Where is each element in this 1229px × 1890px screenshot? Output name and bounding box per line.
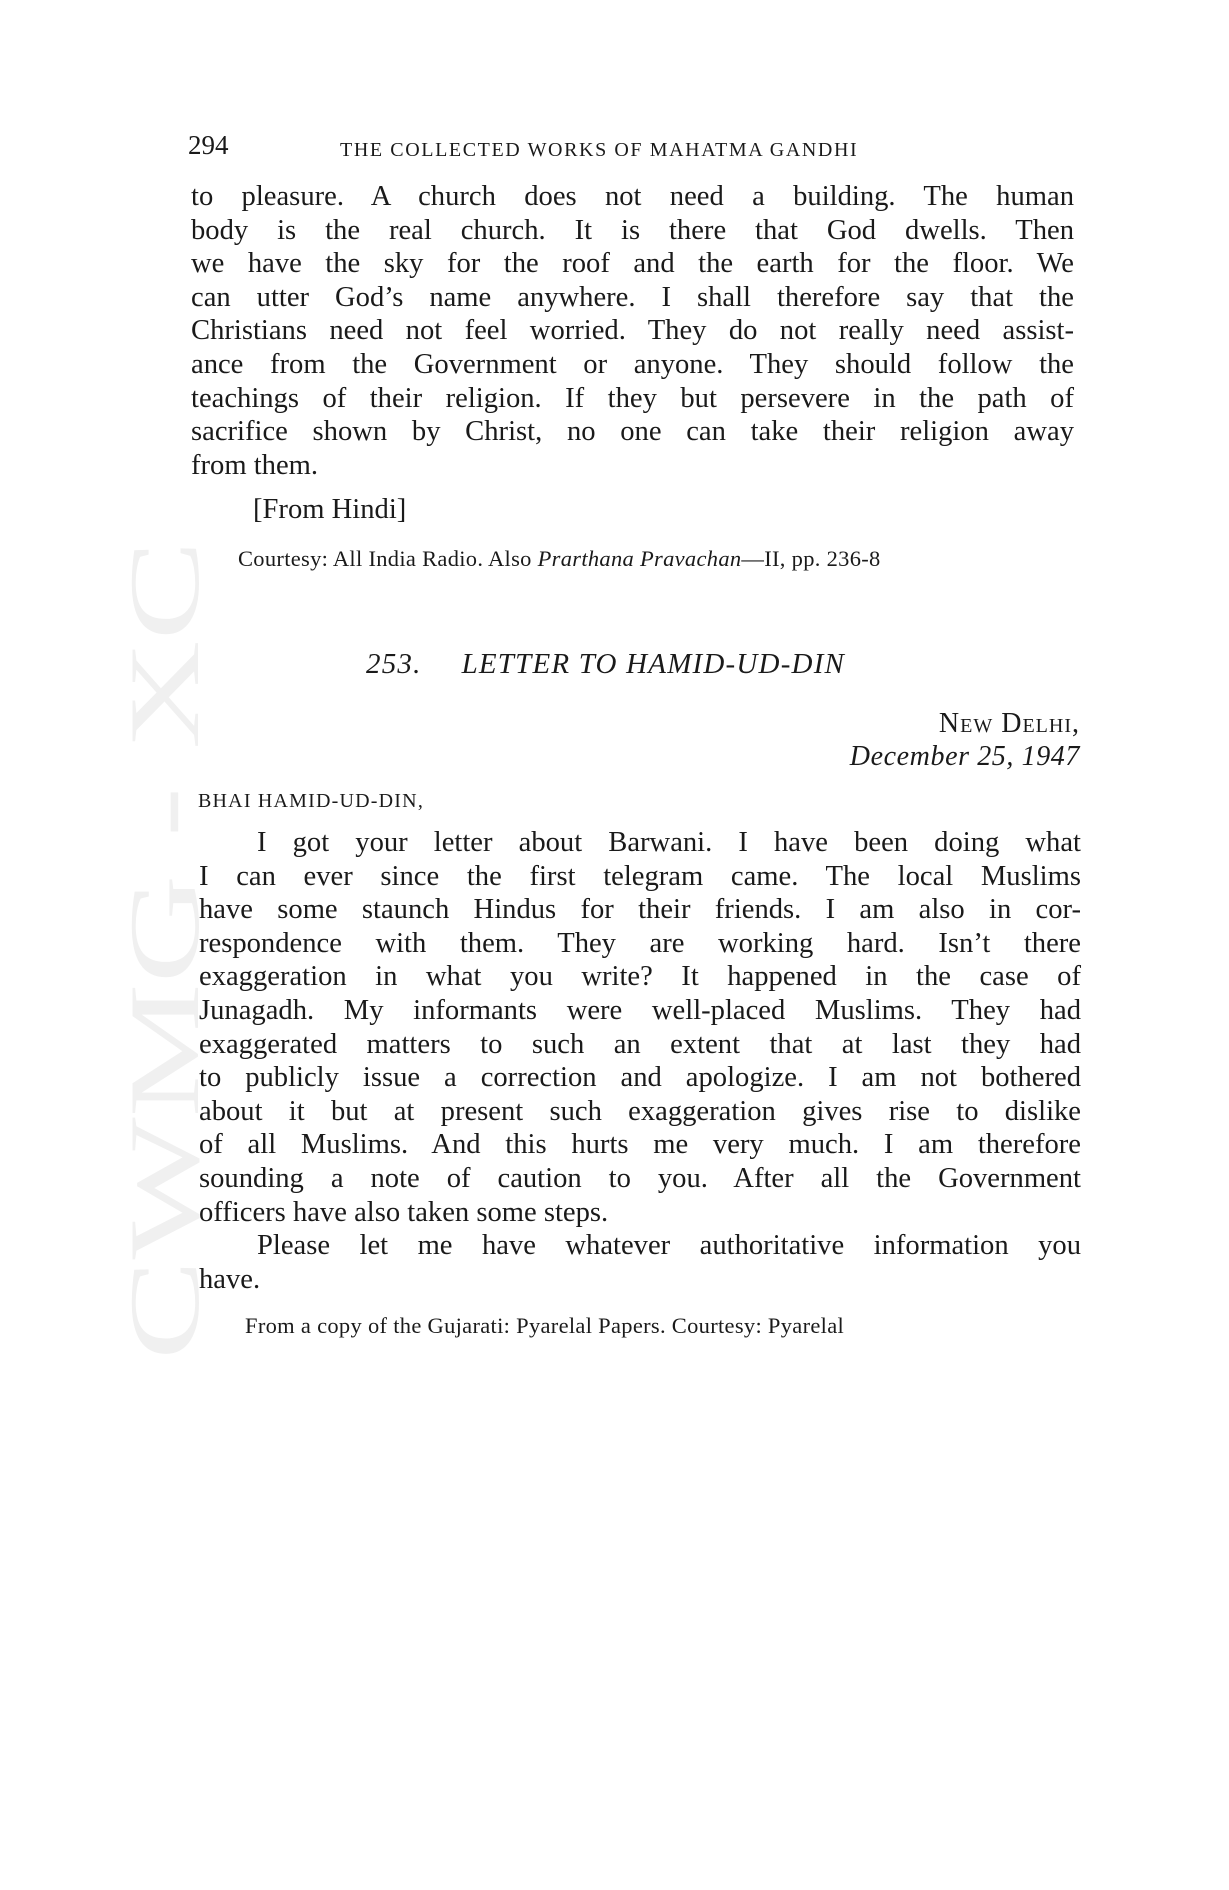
courtesy-prefix: Courtesy: All India Radio. Also bbox=[238, 546, 538, 571]
source-note: From a copy of the Gujarati: Pyarelal Papers. Courtesy: Pyarelal bbox=[245, 1313, 845, 1338]
text-line: exaggeration in what you write? It happened in the case of bbox=[199, 961, 1081, 993]
previous-item-text bbox=[191, 180, 1074, 482]
courtesy-italic-title: Prarthana Pravachan bbox=[537, 546, 742, 571]
text-line: sounding a note of caution to you. After all the Government bbox=[199, 1162, 1081, 1194]
text-line: to publicly issue a correction and apologize. I am not bothered bbox=[199, 1062, 1081, 1094]
letter-body bbox=[199, 826, 1081, 1296]
text-line: body is the real church. It is there that God dwells. Then bbox=[191, 214, 1074, 246]
text-line: Please let me have whatever authoritative information you bbox=[257, 1230, 1081, 1262]
text-line: ance from the Government or anyone. They should follow the bbox=[191, 348, 1074, 380]
text-line: to pleasure. A church does not need a building. The human bbox=[191, 181, 1074, 212]
letter-date: December 25, 1947 bbox=[849, 741, 1080, 772]
text-line: from them. bbox=[191, 449, 319, 481]
courtesy-note bbox=[238, 546, 881, 572]
text-line: respondence with them. They are working hard. Isn’t there bbox=[199, 927, 1081, 959]
letter-place: New Delhi, bbox=[938, 708, 1080, 739]
letter-salutation: BHAI HAMID-UD-DIN, bbox=[198, 790, 425, 812]
text-line: I got your letter about Barwani. I have been doing what bbox=[257, 827, 1081, 858]
text-line: teachings of their religion. If they but persevere in the path of bbox=[191, 382, 1074, 414]
text-line: I can ever since the first telegram came. The local Muslims bbox=[199, 860, 1081, 892]
text-line: about it but at present such exaggeration gives rise to dislike bbox=[199, 1095, 1081, 1127]
text-line: have. bbox=[199, 1263, 261, 1295]
page-number: 294 bbox=[188, 130, 229, 160]
courtesy-suffix: —II, pp. 236-8 bbox=[741, 546, 881, 571]
text-line: Junagadh. My informants were well-placed Muslims. They had bbox=[199, 994, 1081, 1026]
text-line: have some staunch Hindus for their friends. I am also in cor- bbox=[199, 894, 1081, 926]
text-line: exaggerated matters to such an extent that at last they had bbox=[199, 1028, 1081, 1060]
text-line: can utter God’s name anywhere. I shall therefore say that the bbox=[191, 281, 1074, 313]
text-line: Christians need not feel worried. They do not really need assist- bbox=[191, 315, 1074, 347]
language-source-tag: [From Hindi] bbox=[253, 494, 407, 525]
letter-heading bbox=[366, 648, 845, 681]
text-line: of all Muslims. And this hurts me very much. I am therefore bbox=[199, 1129, 1081, 1161]
text-line: sacrifice shown by Christ, no one can take their religion away bbox=[191, 416, 1074, 448]
item-number: 253. bbox=[366, 648, 422, 680]
letter-title: LETTER TO HAMID-UD-DIN bbox=[461, 648, 846, 680]
running-head: THE COLLECTED WORKS OF MAHATMA GANDHI bbox=[340, 139, 859, 161]
text-line: we have the sky for the roof and the earth for the floor. We bbox=[191, 248, 1074, 280]
page-header bbox=[188, 130, 1078, 166]
text-line: officers have also taken some steps. bbox=[199, 1196, 609, 1228]
watermark-text: CWMG XC bbox=[130, 815, 220, 1360]
